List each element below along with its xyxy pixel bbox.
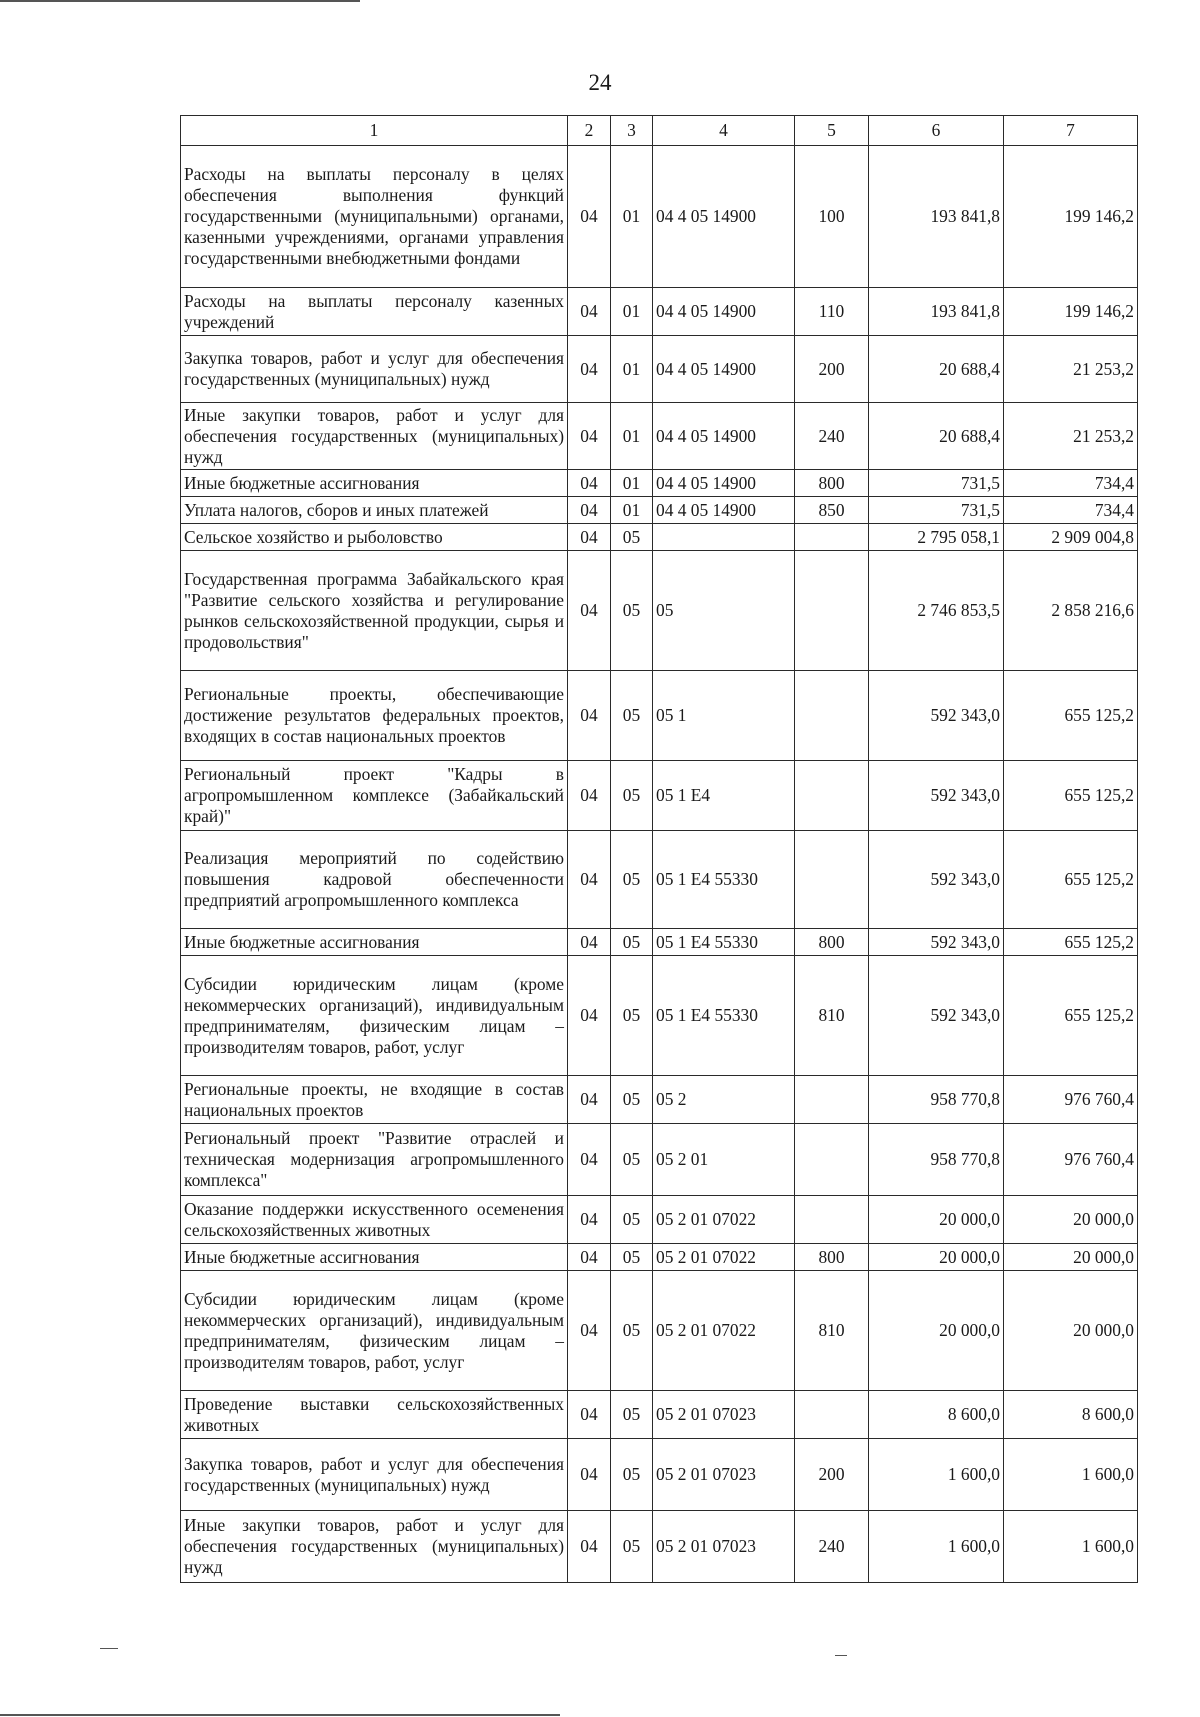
cell-code-3: 05 [611, 1271, 653, 1391]
cell-expense-type: 110 [795, 288, 869, 336]
cell-code-3: 05 [611, 761, 653, 831]
table-row [181, 956, 1138, 1076]
cell-expense-type [795, 1076, 869, 1124]
cell-code-2: 04 [568, 1271, 611, 1391]
table-row [181, 1271, 1138, 1391]
cell-code-2: 04 [568, 1124, 611, 1196]
cell-amount-7: 976 760,4 [1004, 1076, 1138, 1124]
cell-expense-type [795, 1391, 869, 1439]
cell-target-code: 05 2 01 07022 [653, 1244, 795, 1271]
cell-amount-7: 20 000,0 [1004, 1196, 1138, 1244]
cell-code-2: 04 [568, 929, 611, 956]
cell-expense-type [795, 831, 869, 929]
cell-code-3: 01 [611, 403, 653, 470]
row-label: Уплата налогов, сборов и иных платежей [181, 497, 568, 524]
cell-code-3: 05 [611, 1511, 653, 1583]
cell-amount-7: 199 146,2 [1004, 288, 1138, 336]
cell-code-2: 04 [568, 761, 611, 831]
cell-amount-7: 1 600,0 [1004, 1439, 1138, 1511]
cell-amount-6: 731,5 [869, 497, 1004, 524]
cell-target-code: 05 1 [653, 671, 795, 761]
cell-code-2: 04 [568, 1391, 611, 1439]
cell-expense-type [795, 671, 869, 761]
row-label: Закупка товаров, работ и услуг для обеспечения государственных (муниципальных) нужд [181, 336, 568, 403]
cell-target-code: 05 [653, 551, 795, 671]
table-row [181, 1244, 1138, 1271]
cell-expense-type: 810 [795, 1271, 869, 1391]
page-number: 24 [588, 70, 612, 95]
cell-code-2: 04 [568, 470, 611, 497]
row-label: Иные бюджетные ассигнования [181, 470, 568, 497]
column-header: 4 [653, 116, 795, 146]
cell-code-3: 05 [611, 1076, 653, 1124]
row-label: Закупка товаров, работ и услуг для обеспечения государственных (муниципальных) нужд [181, 1439, 568, 1511]
cell-amount-7: 21 253,2 [1004, 403, 1138, 470]
row-label: Проведение выставки сельскохозяйственных животных [181, 1391, 568, 1439]
cell-code-3: 05 [611, 524, 653, 551]
table-row [181, 1196, 1138, 1244]
table-row [181, 929, 1138, 956]
row-label: Региональные проекты, обеспечивающие достижение результатов федеральных проектов, входящих в состав национальных проектов [181, 671, 568, 761]
cell-expense-type [795, 524, 869, 551]
cell-amount-6: 2 746 853,5 [869, 551, 1004, 671]
cell-amount-6: 20 688,4 [869, 403, 1004, 470]
cell-code-3: 01 [611, 336, 653, 403]
cell-code-2: 04 [568, 146, 611, 288]
cell-expense-type: 800 [795, 470, 869, 497]
cell-code-2: 04 [568, 1244, 611, 1271]
cell-code-2: 04 [568, 671, 611, 761]
cell-amount-7: 655 125,2 [1004, 671, 1138, 761]
column-header: 6 [869, 116, 1004, 146]
table-row [181, 470, 1138, 497]
cell-amount-6: 20 000,0 [869, 1271, 1004, 1391]
cell-amount-6: 193 841,8 [869, 146, 1004, 288]
row-label: Региональный проект "Развитие отраслей и техническая модернизация агропромышленного комплекса" [181, 1124, 568, 1196]
cell-code-3: 01 [611, 146, 653, 288]
column-header: 7 [1004, 116, 1138, 146]
cell-target-code: 05 2 01 [653, 1124, 795, 1196]
scan-artifact [100, 1648, 118, 1649]
table-row [181, 1391, 1138, 1439]
cell-amount-7: 655 125,2 [1004, 831, 1138, 929]
cell-expense-type [795, 761, 869, 831]
cell-expense-type [795, 1124, 869, 1196]
cell-code-3: 05 [611, 551, 653, 671]
cell-amount-6: 592 343,0 [869, 671, 1004, 761]
cell-amount-7: 655 125,2 [1004, 761, 1138, 831]
cell-code-3: 05 [611, 1244, 653, 1271]
row-label: Иные бюджетные ассигнования [181, 929, 568, 956]
cell-expense-type: 850 [795, 497, 869, 524]
cell-expense-type: 200 [795, 1439, 869, 1511]
row-label: Иные закупки товаров, работ и услуг для обеспечения государственных (муниципальных) нужд [181, 403, 568, 470]
cell-code-2: 04 [568, 497, 611, 524]
cell-code-3: 01 [611, 497, 653, 524]
cell-code-3: 05 [611, 831, 653, 929]
row-label: Субсидии юридическим лицам (кроме некоммерческих организаций), индивидуальным предпринимателям, физическим лицам – производителям товаров, работ, услуг [181, 1271, 568, 1391]
cell-code-2: 04 [568, 551, 611, 671]
cell-code-3: 05 [611, 1391, 653, 1439]
cell-target-code: 04 4 05 14900 [653, 336, 795, 403]
row-label: Государственная программа Забайкальского края "Развитие сельского хозяйства и регулирование рынков сельскохозяйственной продукции, сырья и продовольствия" [181, 551, 568, 671]
cell-target-code: 05 2 01 07023 [653, 1511, 795, 1583]
cell-code-3: 05 [611, 671, 653, 761]
cell-target-code: 05 1 Е4 55330 [653, 831, 795, 929]
table-row [181, 146, 1138, 288]
row-label: Расходы на выплаты персоналу в целях обеспечения выполнения функций государственными (муниципальными) органами, казенными учреждениями, органами управления государственными внебюджетными фондами [181, 146, 568, 288]
cell-code-2: 04 [568, 1196, 611, 1244]
cell-code-2: 04 [568, 403, 611, 470]
row-label: Иные закупки товаров, работ и услуг для обеспечения государственных (муниципальных) нужд [181, 1511, 568, 1583]
cell-expense-type: 800 [795, 1244, 869, 1271]
cell-amount-6: 731,5 [869, 470, 1004, 497]
cell-amount-6: 592 343,0 [869, 929, 1004, 956]
header-row [181, 116, 1138, 146]
cell-target-code: 04 4 05 14900 [653, 403, 795, 470]
cell-amount-6: 193 841,8 [869, 288, 1004, 336]
cell-code-2: 04 [568, 524, 611, 551]
column-header: 3 [611, 116, 653, 146]
cell-amount-7: 20 000,0 [1004, 1271, 1138, 1391]
cell-amount-7: 20 000,0 [1004, 1244, 1138, 1271]
cell-amount-7: 1 600,0 [1004, 1511, 1138, 1583]
cell-amount-7: 199 146,2 [1004, 146, 1138, 288]
cell-code-2: 04 [568, 288, 611, 336]
cell-amount-7: 655 125,2 [1004, 929, 1138, 956]
table-row [181, 1511, 1138, 1583]
cell-amount-6: 20 000,0 [869, 1244, 1004, 1271]
table-row [181, 761, 1138, 831]
cell-expense-type: 240 [795, 1511, 869, 1583]
cell-target-code: 05 1 Е4 55330 [653, 929, 795, 956]
cell-expense-type: 810 [795, 956, 869, 1076]
table-row [181, 524, 1138, 551]
cell-amount-7: 21 253,2 [1004, 336, 1138, 403]
cell-amount-6: 20 000,0 [869, 1196, 1004, 1244]
cell-code-3: 05 [611, 929, 653, 956]
cell-amount-6: 592 343,0 [869, 761, 1004, 831]
column-header: 2 [568, 116, 611, 146]
cell-amount-6: 1 600,0 [869, 1439, 1004, 1511]
cell-target-code: 05 2 01 07023 [653, 1439, 795, 1511]
table-row [181, 831, 1138, 929]
cell-amount-6: 958 770,8 [869, 1124, 1004, 1196]
cell-expense-type: 240 [795, 403, 869, 470]
cell-amount-7: 2 858 216,6 [1004, 551, 1138, 671]
table-row [181, 288, 1138, 336]
cell-amount-6: 8 600,0 [869, 1391, 1004, 1439]
scan-artifact [0, 0, 360, 2]
cell-target-code: 04 4 05 14900 [653, 470, 795, 497]
cell-target-code: 05 1 Е4 55330 [653, 956, 795, 1076]
cell-code-2: 04 [568, 1076, 611, 1124]
cell-amount-6: 958 770,8 [869, 1076, 1004, 1124]
cell-target-code [653, 524, 795, 551]
cell-code-3: 05 [611, 1439, 653, 1511]
cell-target-code: 05 2 01 07022 [653, 1196, 795, 1244]
row-label: Региональные проекты, не входящие в состав национальных проектов [181, 1076, 568, 1124]
table-row [181, 497, 1138, 524]
cell-code-3: 05 [611, 1196, 653, 1244]
cell-amount-6: 2 795 058,1 [869, 524, 1004, 551]
cell-amount-7: 655 125,2 [1004, 956, 1138, 1076]
column-header: 5 [795, 116, 869, 146]
cell-target-code: 05 1 Е4 [653, 761, 795, 831]
cell-amount-6: 20 688,4 [869, 336, 1004, 403]
cell-target-code: 04 4 05 14900 [653, 288, 795, 336]
cell-expense-type [795, 551, 869, 671]
cell-amount-6: 592 343,0 [869, 831, 1004, 929]
scan-artifact [835, 1655, 847, 1656]
cell-amount-7: 734,4 [1004, 470, 1138, 497]
table-row [181, 551, 1138, 671]
cell-target-code: 05 2 01 07023 [653, 1391, 795, 1439]
budget-table [180, 115, 1138, 1583]
row-label: Реализация мероприятий по содействию повышения кадровой обеспеченности предприятий агропромышленного комплекса [181, 831, 568, 929]
table-row [181, 1076, 1138, 1124]
scan-artifact [0, 1714, 560, 1716]
row-label: Оказание поддержки искусственного осеменения сельскохозяйственных животных [181, 1196, 568, 1244]
cell-code-3: 05 [611, 956, 653, 1076]
cell-code-3: 01 [611, 470, 653, 497]
cell-target-code: 04 4 05 14900 [653, 146, 795, 288]
row-label: Субсидии юридическим лицам (кроме некоммерческих организаций), индивидуальным предпринимателям, физическим лицам – производителям товаров, работ, услуг [181, 956, 568, 1076]
row-label: Иные бюджетные ассигнования [181, 1244, 568, 1271]
row-label: Расходы на выплаты персоналу казенных учреждений [181, 288, 568, 336]
table-row [181, 403, 1138, 470]
cell-expense-type [795, 1196, 869, 1244]
column-header: 1 [181, 116, 568, 146]
cell-target-code: 05 2 01 07022 [653, 1271, 795, 1391]
cell-target-code: 05 2 [653, 1076, 795, 1124]
table-row [181, 1439, 1138, 1511]
cell-amount-6: 1 600,0 [869, 1511, 1004, 1583]
table-row [181, 1124, 1138, 1196]
cell-target-code: 04 4 05 14900 [653, 497, 795, 524]
cell-amount-7: 976 760,4 [1004, 1124, 1138, 1196]
cell-amount-7: 2 909 004,8 [1004, 524, 1138, 551]
cell-code-3: 05 [611, 1124, 653, 1196]
cell-code-2: 04 [568, 336, 611, 403]
cell-code-2: 04 [568, 1511, 611, 1583]
cell-expense-type: 200 [795, 336, 869, 403]
cell-code-3: 01 [611, 288, 653, 336]
cell-expense-type: 100 [795, 146, 869, 288]
cell-code-2: 04 [568, 1439, 611, 1511]
row-label: Сельское хозяйство и рыболовство [181, 524, 568, 551]
cell-amount-6: 592 343,0 [869, 956, 1004, 1076]
table-row [181, 671, 1138, 761]
row-label: Региональный проект "Кадры в агропромышленном комплексе (Забайкальский край)" [181, 761, 568, 831]
cell-code-2: 04 [568, 831, 611, 929]
cell-code-2: 04 [568, 956, 611, 1076]
table-row [181, 336, 1138, 403]
cell-expense-type: 800 [795, 929, 869, 956]
cell-amount-7: 734,4 [1004, 497, 1138, 524]
cell-amount-7: 8 600,0 [1004, 1391, 1138, 1439]
